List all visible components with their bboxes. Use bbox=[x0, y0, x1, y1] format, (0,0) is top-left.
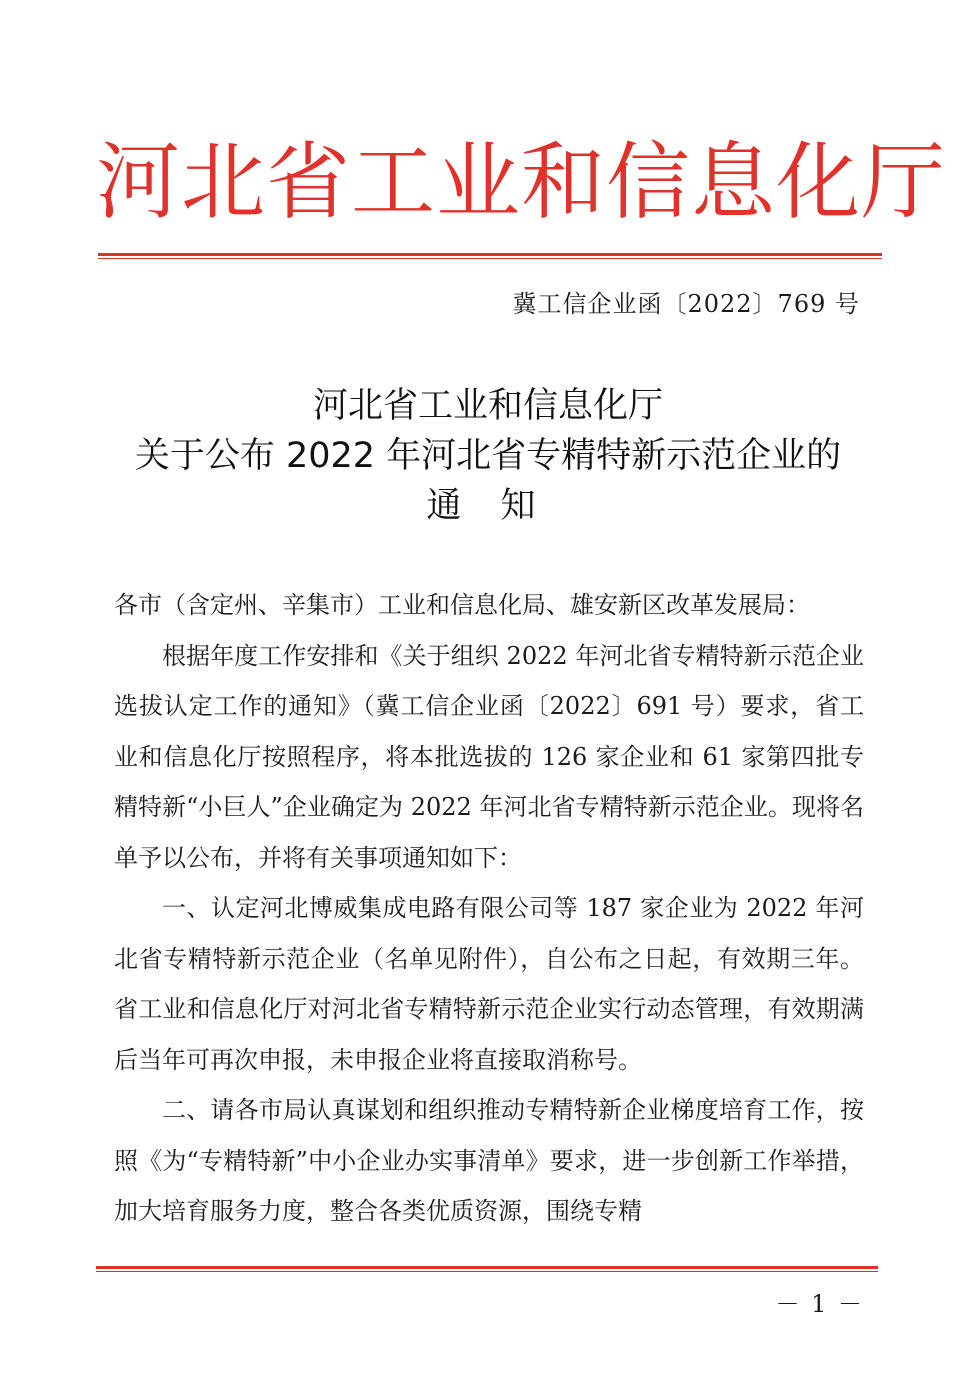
masthead-rule-thin bbox=[98, 258, 882, 259]
masthead-rule-thick bbox=[98, 253, 882, 256]
footer-rule-thin bbox=[96, 1271, 878, 1272]
addressee: 各市（含定州、辛集市）工业和信息化局、雄安新区改革发展局： bbox=[114, 591, 810, 619]
footer-rule-thick bbox=[96, 1266, 878, 1269]
paragraph-item-1: 一、认定河北博威集成电路有限公司等 187 家企业为 2022 年河北省专精特新示范企业（名单见附件），自公布之日起，有效期三年。省工业和信息化厅对河北省专精特新示范企业实行动态管理，有效期满后当年可再次申报，未申报企业将直接取消称号。 bbox=[114, 894, 864, 1074]
title-line-1: 河北省工业和信息化厅 bbox=[312, 386, 663, 426]
title-line-3: 通 知 bbox=[426, 486, 550, 526]
masthead-org-name: 河北省工业和信息化厅 bbox=[96, 133, 947, 231]
title-line-2: 关于公布 2022 年河北省专精特新示范企业的 bbox=[134, 436, 842, 476]
document-number: 冀工信企业函〔2022〕769 号 bbox=[512, 290, 860, 318]
page-number: － 1 － bbox=[775, 1290, 864, 1318]
paragraph-intro: 根据年度工作安排和《关于组织 2022 年河北省专精特新示范企业选拔认定工作的通知》（冀工信企业函〔2022〕691 号）要求，省工业和信息化厅按照程序，将本批选拔的 126 家企业和 61 家第四批专精特新“小巨人”企业确定为 2022 年河北省专精特新示范企业。现将名单予以公布，并将有关事项通知如下： bbox=[114, 641, 864, 872]
paragraph-item-2: 二、请各市局认真谋划和组织推动专精特新企业梯度培育工作，按照《为“专精特新”中小企业办实事清单》要求，进一步创新工作举措，加大培育服务力度，整合各类优质资源，围绕专精 bbox=[114, 1096, 864, 1225]
document-body bbox=[114, 580, 864, 1237]
